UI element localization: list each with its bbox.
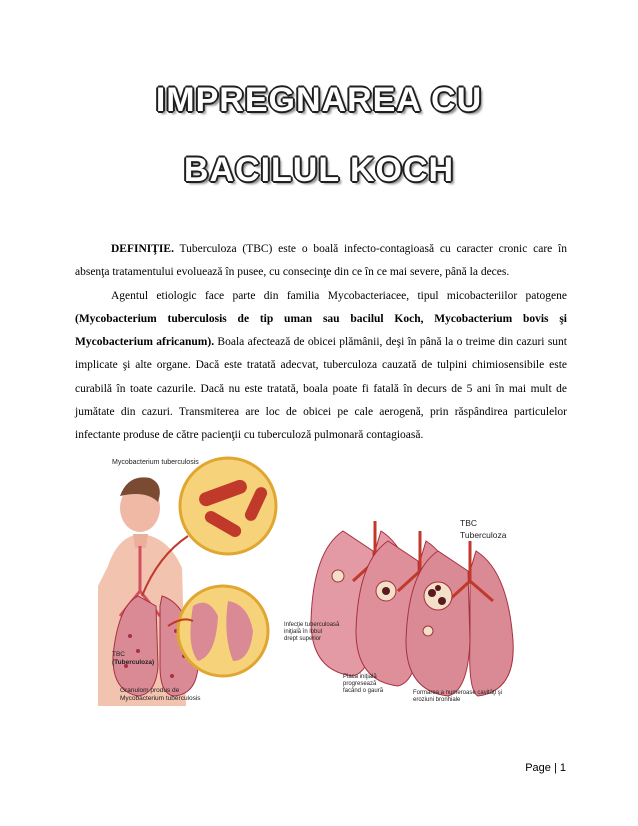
lung-stages <box>311 521 513 696</box>
etiology-rest: Boala afectează de obicei plămânii, deşi în până la o treime din cazuri sunt implicate şi alte organe. Dacă este tratată adecvat, tuberculoza cauzată de tulpini chimiosensibile este curabilă în toate cazurile. Dacă nu este tratată, boala poate fi fatală în decurs de 5 ani în mai mult de jumătate din cazuri. Transmiterea are loc de obicei pe cale aerogenă, prin răspândirea particulelor infectante produse de către pacienţii cu tuberculoză pulmonară contagioasă. <box>75 336 568 442</box>
label-stage3-line2: eroziuni bronhiale <box>413 697 461 703</box>
label-granulom-1: Granulom produs de <box>120 687 180 694</box>
paragraph-definition <box>75 238 567 285</box>
bacteria-zoom <box>180 458 276 554</box>
document-title <box>0 78 638 192</box>
etiology-text: Agentul etiologic face parte din familia Mycobacteriacee, tipul micobacteriilor patogene <box>111 289 567 302</box>
title-line-2: BACILUL KOCH <box>183 151 455 189</box>
label-tbc-right: TBC <box>460 518 477 528</box>
label-mycobacterium: Mycobacterium tuberculosis <box>112 459 199 466</box>
title-line-1: IMPREGNAREA CU <box>155 81 483 119</box>
paragraph-etiology <box>75 285 567 448</box>
label-tuberculoza: (Tuberculoza) <box>112 659 155 666</box>
label-stage1-line1: Infecţie tuberculoasă <box>284 622 340 628</box>
label-stage1-line3: drept superior <box>284 636 322 642</box>
body-text <box>75 238 567 448</box>
label-stage2-line1: Placa iniţială <box>343 674 377 680</box>
label-tbc: TBC <box>112 651 125 658</box>
label-stage1-line2: iniţială în lobul <box>284 629 323 635</box>
label-stage2-line2: progresează <box>343 681 377 687</box>
label-granulom-2: Mycobacterium tuberculosis <box>120 695 201 702</box>
tuberculosis-illustration <box>98 456 528 706</box>
granuloma-zoom <box>178 586 268 676</box>
label-tuberculoza-right: Tuberculoza <box>460 530 507 540</box>
definition-text: Tuberculoza (TBC) este o boală infecto-contagioasă cu caracter cronic care în absenţa tratamentului evoluează în pusee, cu consecinţe din ce în ce mai severe, până la deces. <box>75 243 567 279</box>
page-number: Page | 1 <box>525 762 566 774</box>
definition-label: DEFINIŢIE. <box>111 243 174 255</box>
label-stage3-line1: Formarea a numeroase cavităţi şi <box>413 690 503 696</box>
etiology-species: (Mycobacterium tuberculosis de tip uman sau bacilul Koch, Mycobacterium bovis şi Mycobacterium africanum). <box>75 312 567 349</box>
label-stage2-line3: facând o gaură <box>343 688 384 694</box>
